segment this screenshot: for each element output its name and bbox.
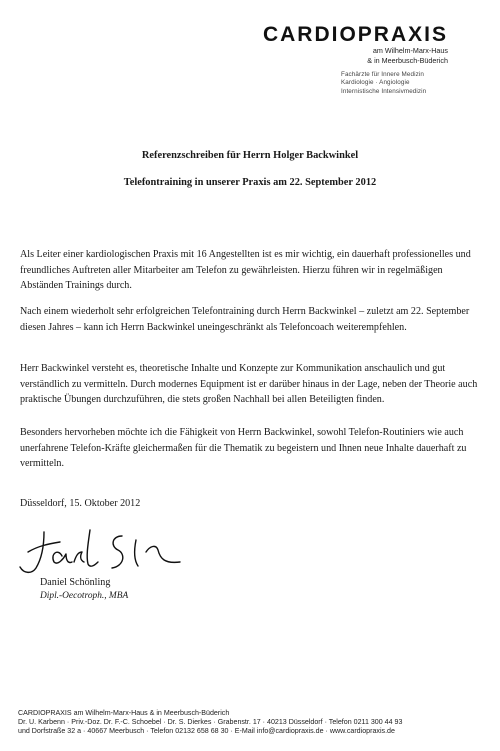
handwritten-signature — [14, 522, 214, 578]
footer-line-2: Dr. U. Karbenn · Priv.-Doz. Dr. F.-C. Schoebel · Dr. S. Dierkes · Grabenstr. 17 · 40213 Düsseldorf · Telefon 0211 300 44 93 — [18, 718, 403, 727]
footer-line-3: und Dorfstraße 32 a · 40667 Meerbusch · Telefon 02132 658 68 30 · E-Mail info@cardiopraxis.de · www.cardiopraxis.de — [18, 727, 395, 736]
place-date: Düsseldorf, 15. Oktober 2012 — [20, 498, 141, 509]
signer-name: Daniel Schönling — [40, 577, 111, 588]
signer-title: Dipl.-Oecotroph., MBA — [40, 591, 129, 601]
brand-logo-text: CARDIOPRAXIS — [262, 23, 448, 46]
letter-title: Referenzschreiben für Herrn Holger Backwinkel — [141, 150, 359, 161]
paragraph-3: Herr Backwinkel versteht es, theoretische Inhalte und Konzepte zur Kommunikation anschaulich und gut verständlich zu vermitteln. Durch modernes Equipment ist er darüber hinaus in der Lage, neben der Theorie auch praktische Übungen durchzuführen, die stets großen Nachhall bei allen Beteiligten finden. — [20, 363, 478, 406]
brand-location-line2: & in Meerbusch-Büderich — [367, 55, 448, 65]
brand-location-line1: am Wilhelm-Marx-Haus — [372, 46, 448, 55]
paragraph-2: Nach einem wiederholt sehr erfolgreichen Telefontraining durch Herrn Backwinkel – zuletzt am 22. September diesen Jahres – kann ich Herrn Backwinkel uneingeschränkt als Telefoncoach weiterempfehlen. — [20, 306, 470, 333]
footer-line-1: CARDIOPRAXIS am Wilhelm-Marx-Haus & in Meerbusch-Büderich — [18, 709, 230, 717]
letterhead — [208, 24, 448, 65]
specialties-list — [341, 71, 426, 96]
paragraph-4: Besonders hervorheben möchte ich die Fähigkeit von Herrn Backwinkel, sowohl Telefon-Routiniers wie auch unerfahrene Telefon-Kräfte gleichermaßen für die Thematik zu begeistern und Ihnen neue Inhalte dauerhaft zu vermitteln. — [20, 427, 467, 470]
letter-subtitle: Telefontraining in unserer Praxis am 22. September 2012 — [123, 177, 377, 188]
specialty-item: Internistische Intensivmedizin — [341, 87, 427, 95]
paragraph-1: Als Leiter einer kardiologischen Praxis mit 16 Angestellten ist es mir wichtig, ein dauerhaft professionelles und freundliches Auftreten aller Mitarbeiter am Telefon zu gewährleisten. Hierzu führen wir in regelmäßigen Abständen Trainings durch. — [20, 249, 471, 292]
specialty-item: Fachärzte für Innere Medizin — [341, 71, 424, 78]
footer — [18, 709, 494, 736]
specialty-item: Kardiologie · Angiologie — [341, 79, 410, 87]
